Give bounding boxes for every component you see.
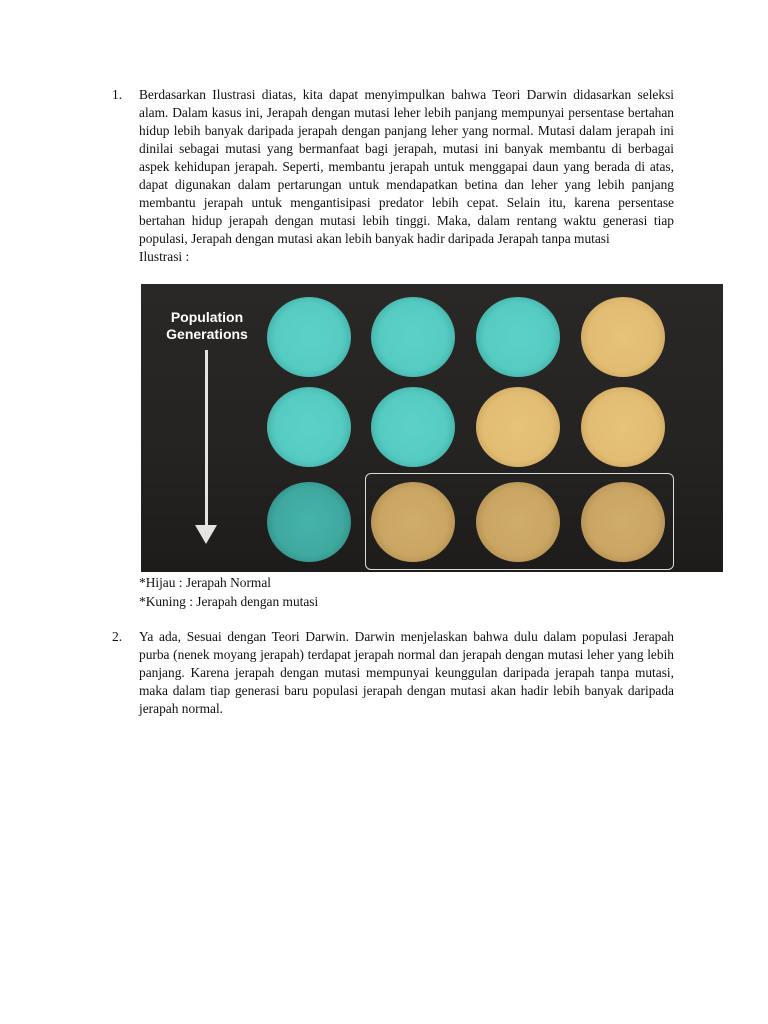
population-circle — [581, 297, 665, 377]
figure-title-line-2: Generations — [166, 326, 248, 342]
list-item-2 — [112, 628, 674, 718]
paragraph: Berdasarkan Ilustrasi diatas, kita dapat menyimpulkan bahwa Teori Darwin didasarkan seleksi alam. Dalam kasus ini, Jerapah dengan mutasi leher lebih panjang mempunyai persentase bertahan hidup lebih banyak daripada jerapah dengan panjang leher yang normal. Mutasi dalam jerapah ini dinilai sebagai mutasi yang bermanfaat bagi jerapah, mutasi ini banyak membantu di berbagai aspek kehidupan jerapah. Seperti, membantu jerapah untuk menggapai daun yang berada di atas, dapat digunakan dalam pertarungan untuk mendapatkan betina dan leher yang lebih panjang membantu jerapah untuk mengantisipasi predator lebih cepat. Selain itu, karena persentase bertahan hidup jerapah dengan mutasi lebih tinggi. Maka, dalam rentang waktu generasi tiap populasi, Jerapah dengan mutasi akan lebih banyak hadir daripada Jerapah tanpa mutasi — [139, 87, 674, 246]
population-circle — [267, 482, 351, 562]
population-circle — [476, 297, 560, 377]
paragraph: Ya ada, Sesuai dengan Teori Darwin. Darwin menjelaskan bahwa dulu dalam populasi Jerapah purba (nenek moyang jerapah) terdapat jerapah normal dan jerapah dengan mutasi leher yang lebih panjang. Karena jerapah dengan mutasi mempunyai keunggulan daripada jerapah tanpa mutasi, maka dalam tiap generasi baru populasi jerapah dengan mutasi akan hadir lebih banyak daripada jerapah normal. — [139, 629, 674, 716]
population-circle — [581, 387, 665, 467]
population-circle — [476, 387, 560, 467]
figure-title — [153, 309, 261, 343]
population-circle — [371, 297, 455, 377]
figure-title-line-1: Population — [170, 309, 244, 325]
note-yellow: *Kuning : Jerapah dengan mutasi — [139, 593, 319, 609]
population-circle — [371, 387, 455, 467]
population-circle — [267, 297, 351, 377]
legend-notes — [139, 574, 318, 611]
list-item-1 — [112, 86, 674, 266]
down-arrow-shaft — [205, 350, 208, 526]
highlight-box — [365, 473, 674, 570]
note-green: *Hijau : Jerapah Normal — [139, 575, 272, 590]
arrow-down-icon — [195, 525, 217, 544]
population-circle — [267, 387, 351, 467]
list-number: 2. — [112, 629, 123, 644]
illustration-label: Ilustrasi : — [139, 249, 190, 264]
population-generations-illustration — [141, 284, 723, 572]
list-number: 1. — [112, 87, 123, 102]
